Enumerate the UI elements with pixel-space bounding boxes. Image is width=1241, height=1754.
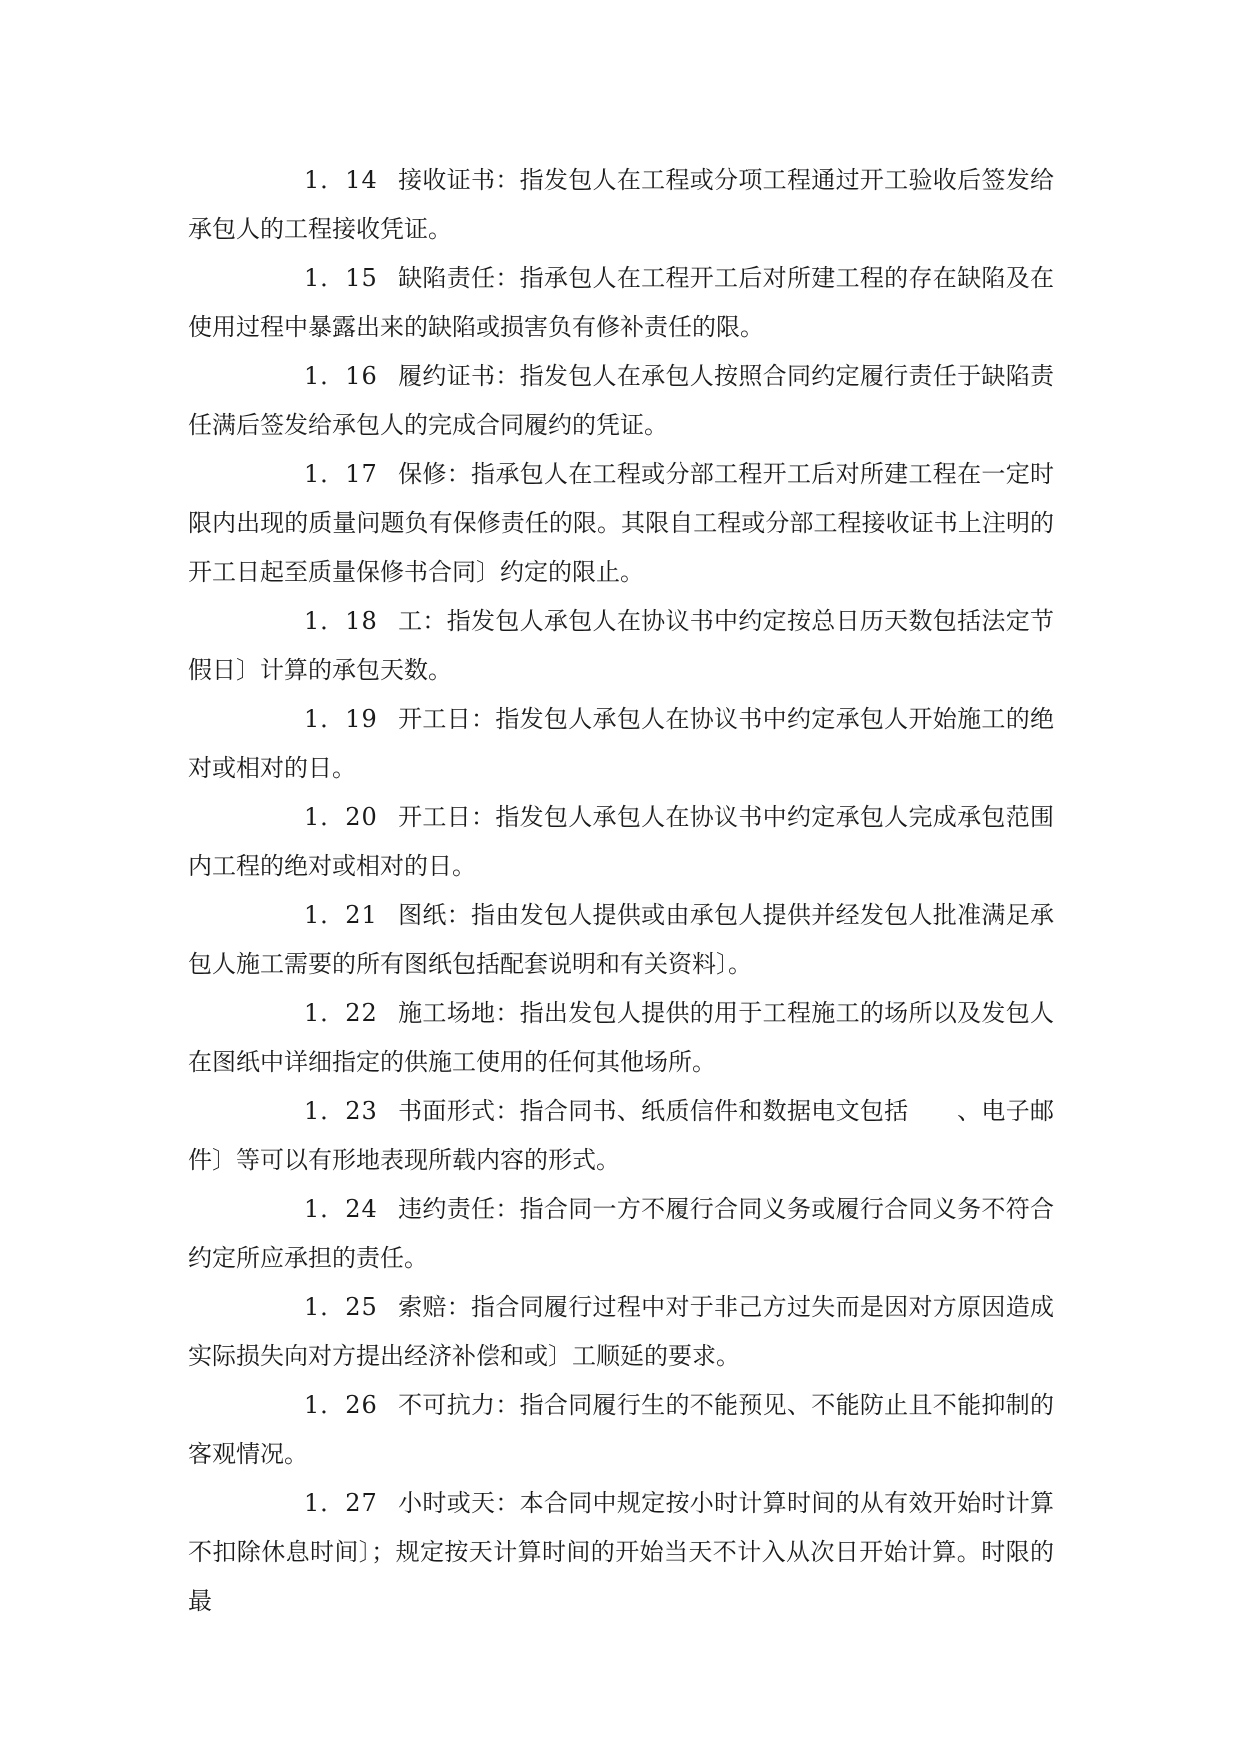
clause-paragraph [188,695,1054,793]
clause-number: 1．17 [304,460,378,488]
clause-paragraph [188,254,1054,352]
clause-number: 1．24 [304,1195,378,1223]
clause-number: 1．25 [304,1293,378,1321]
clause-number: 1．19 [304,705,378,733]
clause-number: 1．20 [304,803,378,831]
clause-paragraph [188,156,1054,254]
clause-text: 不可抗力：指合同履行生的不能预见、不能防止且不能抑制的客观情况。 [188,1391,1054,1468]
clause-number: 1．18 [304,607,378,635]
clause-paragraph [188,352,1054,450]
clause-paragraph [188,597,1054,695]
clause-paragraph [188,1479,1054,1626]
clause-paragraph [188,1185,1054,1283]
clause-paragraph [188,450,1054,597]
clause-text: 保修：指承包人在工程或分部工程开工后对所建工程在一定时限内出现的质量问题负有保修责任的限。其限自工程或分部工程接收证书上注明的开工日起至质量保修书合同〕约定的限止。 [188,460,1054,586]
clause-number: 1．21 [304,901,378,929]
clause-number: 1．23 [304,1097,378,1125]
clause-paragraph [188,891,1054,989]
clause-paragraph [188,989,1054,1087]
clause-paragraph [188,1381,1054,1479]
clause-text: 缺陷责任：指承包人在工程开工后对所建工程的存在缺陷及在使用过程中暴露出来的缺陷或损害负有修补责任的限。 [188,264,1054,341]
clause-paragraph [188,1087,1054,1185]
clause-text: 索赔：指合同履行过程中对于非己方过失而是因对方原因造成实际损失向对方提出经济补偿和或〕工顺延的要求。 [188,1293,1054,1370]
clause-number: 1．27 [304,1489,378,1517]
clause-text: 书面形式：指合同书、纸质信件和数据电文包括 、电子邮件〕等可以有形地表现所载内容的形式。 [188,1097,1054,1174]
clause-number: 1．26 [304,1391,378,1419]
clause-text: 小时或天：本合同中规定按小时计算时间的从有效开始时计算不扣除休息时间〕；规定按天计算时间的开始当天不计入从次日开始计算。时限的最 [188,1489,1054,1615]
clause-text: 图纸：指由发包人提供或由承包人提供并经发包人批准满足承包人施工需要的所有图纸包括配套说明和有关资料〕。 [188,901,1054,978]
clause-paragraph [188,793,1054,891]
clause-number: 1．22 [304,999,378,1027]
clause-text: 开工日：指发包人承包人在协议书中约定承包人开始施工的绝对或相对的日。 [188,705,1054,782]
clause-text: 接收证书：指发包人在工程或分项工程通过开工验收后签发给承包人的工程接收凭证。 [188,166,1054,243]
clause-text: 工：指发包人承包人在协议书中约定按总日历天数包括法定节假日〕计算的承包天数。 [188,607,1054,684]
clause-text: 履约证书：指发包人在承包人按照合同约定履行责任于缺陷责任满后签发给承包人的完成合同履约的凭证。 [188,362,1054,439]
clause-number: 1．15 [304,264,378,292]
clause-number: 1．16 [304,362,378,390]
clause-number: 1．14 [304,166,378,194]
clause-text: 开工日：指发包人承包人在协议书中约定承包人完成承包范围内工程的绝对或相对的日。 [188,803,1054,880]
clause-text: 施工场地：指出发包人提供的用于工程施工的场所以及发包人在图纸中详细指定的供施工使用的任何其他场所。 [188,999,1054,1076]
document-body [188,156,1054,1626]
clause-paragraph [188,1283,1054,1381]
clause-text: 违约责任：指合同一方不履行合同义务或履行合同义务不符合约定所应承担的责任。 [188,1195,1054,1272]
